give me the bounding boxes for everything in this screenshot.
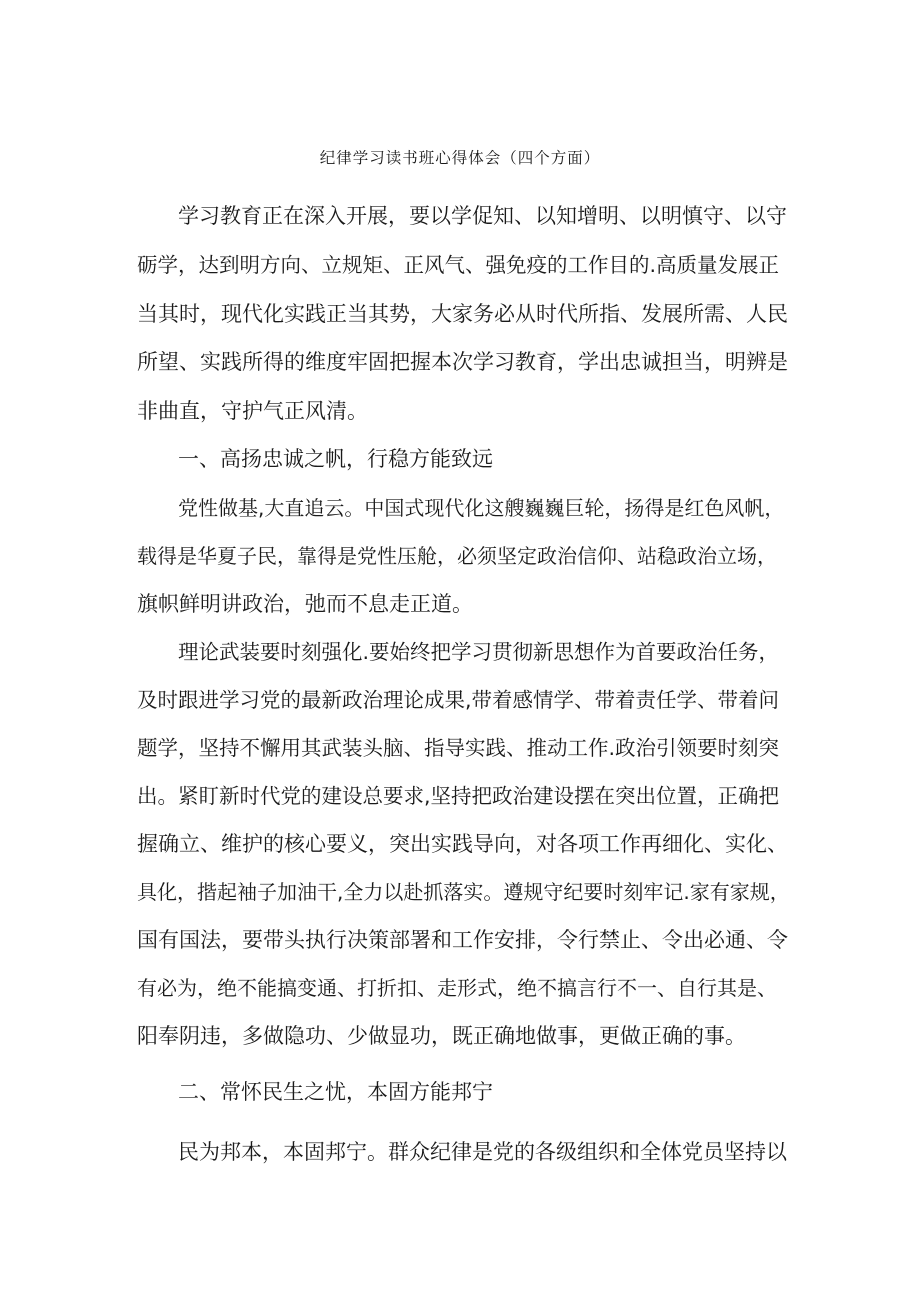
- paragraph-line: 有必为，绝不能搞变通、打折扣、走形式，绝不搞言行不一、自行其是、: [137, 976, 777, 1000]
- paragraph-line: 握确立、维护的核心要义，突出实践导向，对各项工作再细化、实化、: [137, 832, 788, 856]
- paragraph-line: 阳奉阴违，多做隐功、少做显功，既正确地做事，更做正确的事。: [137, 1024, 746, 1048]
- paragraph-line: 民为邦本，本固邦宁。群众纪律是党的各级组织和全体党员坚持以: [178, 1140, 787, 1164]
- paragraph-line: 具化，揩起袖子加油干,全力以赴抓落实。遵规守纪要时刻牢记.家有家规，: [137, 880, 790, 904]
- paragraph-line: 非曲直，守护气正风清。: [137, 399, 368, 423]
- section-heading-1: 一、高扬忠诚之帆，行稳方能致远: [178, 447, 493, 471]
- paragraph-line: 学习教育正在深入开展，要以学促知、以知增明、以明慎守、以守: [178, 204, 787, 228]
- paragraph-line: 理论武装要时刻强化.要始终把学习贯彻新思想作为首要政治任务，: [178, 640, 780, 664]
- paragraph-line: 旗帜鲜明讲政治，弛而不息走正道。: [137, 592, 473, 616]
- paragraph-line: 当其时，现代化实践正当其势，大家务必从时代所指、发展所需、人民: [137, 302, 788, 326]
- paragraph-line: 及时跟进学习党的最新政治理论成果,带着感情学、带着责任学、带着问: [137, 688, 780, 712]
- paragraph-line: 党性做基,大直追云。中国式现代化这艘巍巍巨轮，扬得是红色风帆，: [178, 496, 785, 520]
- paragraph-line: 所望、实践所得的维度牢固把握本次学习教育，学出忠诚担当，明辨是: [137, 350, 788, 374]
- paragraph-line: 出。紧盯新时代党的建设总要求,坚持把政治建设摆在突出位置，正确把: [137, 784, 780, 808]
- paragraph-line: 砺学，达到明方向、立规矩、正风气、强免疫的工作目的.高质量发展正: [137, 253, 780, 277]
- section-heading-2: 二、常怀民生之忧，本固方能邦宁: [178, 1080, 493, 1104]
- paragraph-line: 国有国法，要带头执行决策部署和工作安排，令行禁止、令出必通、令: [137, 928, 788, 952]
- document-title: 纪律学习读书班心得体会（四个方面）: [319, 149, 601, 167]
- paragraph-line: 题学，坚持不懈用其武装头脑、指导实践、推动工作.政治引领要时刻突: [137, 736, 780, 760]
- paragraph-line: 载得是华夏子民，靠得是党性压舱，必须坚定政治信仰、站稳政治立场，: [137, 544, 777, 568]
